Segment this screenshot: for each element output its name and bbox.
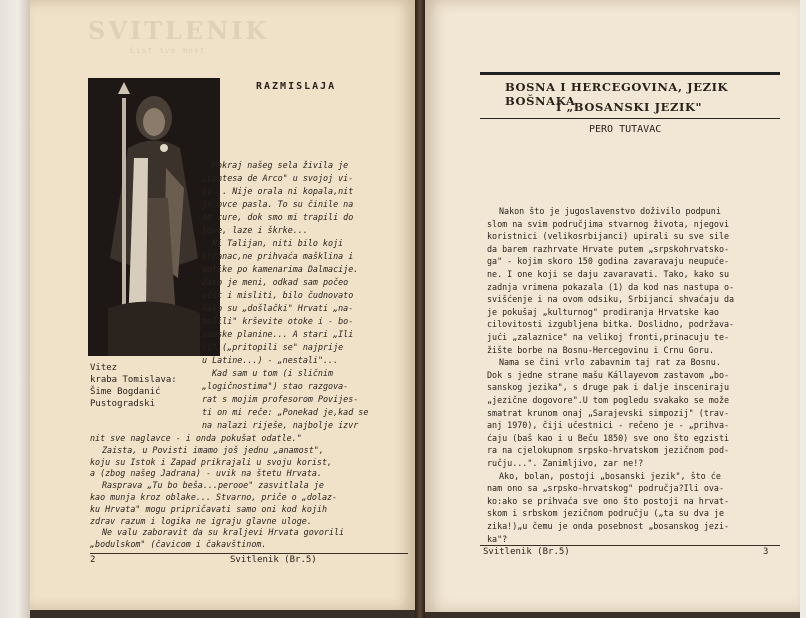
text-line: ku Hrvata" mogu pripričavati samo oni kod kojih [90,503,327,514]
essay-title: RAZMISLAJA [256,81,337,92]
text-line: nit sve naglavce - i onda pokušat odatle." [90,433,302,443]
text-line: zadnja vrimena pokazala (1) da kod nas nastupa o- [487,281,735,292]
article-title-line-1: BOSNA I HERCEGOVINA, JEZIK BOŠNAKA [505,80,729,108]
right-book-edge [800,0,806,618]
text-line: sanske planine... A stari „Ili [202,329,354,339]
text-line: „contesa de Arco" u svojoj vi- [202,173,354,183]
book-spine [415,0,425,618]
text-line: koristnici (velikosrbijanci) upirali su sve sile [487,231,730,242]
text-line: ra na cjelokupnom srpsko-hrvatskom jezičnom pod- [487,445,730,456]
text-line: „jezične dogovore".U tom pogledu svakako se može [487,395,730,405]
author-name: PERO TUTAVAC [589,124,662,135]
text-line: Ako, bolan, postoji „bosanski jezik", što će [499,470,721,481]
article-title-line-2: I „BOSANSKI JEZIK" [556,100,703,114]
text-line: kao munja kroz oblake... Stvarno, priče o „dolaz- [90,492,338,502]
text-line: ga" - kojim skoro 150 godina zavaravaju neupuće- [487,256,730,267]
footer-title: Svitlenik (Br.5) [230,555,317,565]
text-line: love, laze i škrke... [202,225,308,235]
portrait-caption [90,362,220,410]
text-line: na nalazi riješe, najbolje izvr [202,420,359,430]
portrait-image [88,78,220,356]
title-top-rule [480,72,780,75]
bleed-through-subtitle: List sve most [130,46,206,55]
left-book-edge [0,0,30,618]
text-line: Rasprava „Tu bo beša...perooe" zasvitlala je [102,480,324,491]
text-line: smatrat krunom onaj „Sarajevski simpozij" (trav- [487,407,730,418]
text-line: žište borbe na Bosnu-Hercegovinu i Crnu Goru. [487,344,714,355]
text-line: Nakon što je jugoslavenstvo doživilo podpuni [499,206,721,216]
text-line: sanskog jezika", s druge pak i dalje insceniraju [487,382,730,393]
text-line: selili" krševite otoke i - bo- [202,316,354,326]
text-line: koju su Istok i Zapad prikrajali u svoju korist, [90,456,333,467]
knight-figure-icon [88,78,220,356]
left-page [30,0,415,610]
caption-line: Pustogradski [90,399,156,409]
text-line: Zato je meni, odkad sam počeo [202,277,349,287]
text-line: svišćenje i na ovom odsiku, Srbijanci shvaćaju da [487,294,735,305]
text-line: Kad sam u tom (i sličnim [212,368,334,378]
text-line: „logičnostima") stao razgova- [202,381,349,391]
text-line: li... Nije orala ni kopala,nit [202,186,354,196]
text-line: učit i misliti, bilo čudnovato [202,290,354,300]
footer-title: Svitlenik (Br.5) [483,547,570,557]
text-line: še cure, dok smo mi trapili do [202,212,354,222]
text-line: nam ono sa „srpsko-hrvatskog" područja?Ili ova- [487,483,724,494]
caption-line: Šime Bogdanić [90,387,161,397]
text-line: Nama se čini vrlo zabavnim taj rat za Bosnu. [499,357,721,368]
text-line: je ovce pasla. To su činile na [202,199,354,209]
right-page [425,0,800,612]
text-line: Ne valu zaboravit da su kraljevi Hrvata govorili [102,527,345,538]
text-line: ti on mi reče: „Ponekad je,kad se [202,407,369,417]
text-line: jući „zalaznice" na velikoj fronti,prinacuju te- [487,332,730,342]
text-line: ri" („pritopili se" najprije [202,342,344,352]
text-line: Pokraj našeg sela živila je [212,160,349,170]
footer-rule [90,553,408,554]
footer-rule [480,545,780,546]
caption-line: Vitez [90,363,118,373]
page-number: 2 [90,555,96,565]
text-line: „bodulskom" (čavicom i čakavštinom. [90,539,267,550]
text-line: zdrav razum i logika ne igraju glavne uloge. [90,515,312,526]
text-line: Zaista, u Povisti imamo još jednu „anamost", [102,444,324,455]
text-line: slom na svim područjima stvarnog života, njegovi [487,218,730,229]
text-line: zika!)„u čemu je onda posebnost „bosanskog jezi- [487,521,730,531]
page-number: 3 [763,547,769,557]
text-line: a (zbog našeg Jadrana) - uvik na štetu Hrvata. [90,468,322,479]
text-line: ćaju (baš kao i u Beču 1850) sve ono što egzisti [487,432,730,443]
text-line: kako su „došlački" Hrvati „na- [202,303,354,313]
title-bottom-rule [480,118,780,119]
text-line: rat s mojim profesorom Povijes- [202,394,359,404]
text-line: cilovitosti izgubljena bitka. Doslidno, podržava- [487,319,735,330]
text-line: ne. I one koji se daju zavaravati. Tako, kako su [487,269,730,279]
text-line: ko:ako se prihvaća sve ono što postoji na hrvat- [487,495,730,506]
bleed-through-masthead: SVITLENIK [88,16,270,45]
text-line: skom i srbskom jezičnom području („ta su dva je [487,508,724,519]
text-line: ručju...". Zanimljivo, zar ne!? [487,458,644,468]
text-line: da barem razhrvate Hrvate putem „srpskohrvatsko- [487,243,730,254]
text-line: anj 1970), čiji učestnici - rečeno je - „prihva- [487,420,730,431]
text-line: stranac,ne prihvaća mašklina i [202,251,354,261]
text-line: je pokušaj „kulturnog" prodiranja Hrvatske kao [487,306,719,317]
text-line: Dok s jedne strane mašu Kállayevom zastavom „bo- [487,369,730,380]
caption-line: kraba Tomislava: [90,375,177,385]
text-line: ka"? [487,533,508,544]
text-line: motike po kamenarima Dalmacije. [202,264,359,274]
text-line: u Latine...) - „nestali"... [202,355,339,365]
text-line: Ni Talijan, niti bilo koji [212,238,344,248]
